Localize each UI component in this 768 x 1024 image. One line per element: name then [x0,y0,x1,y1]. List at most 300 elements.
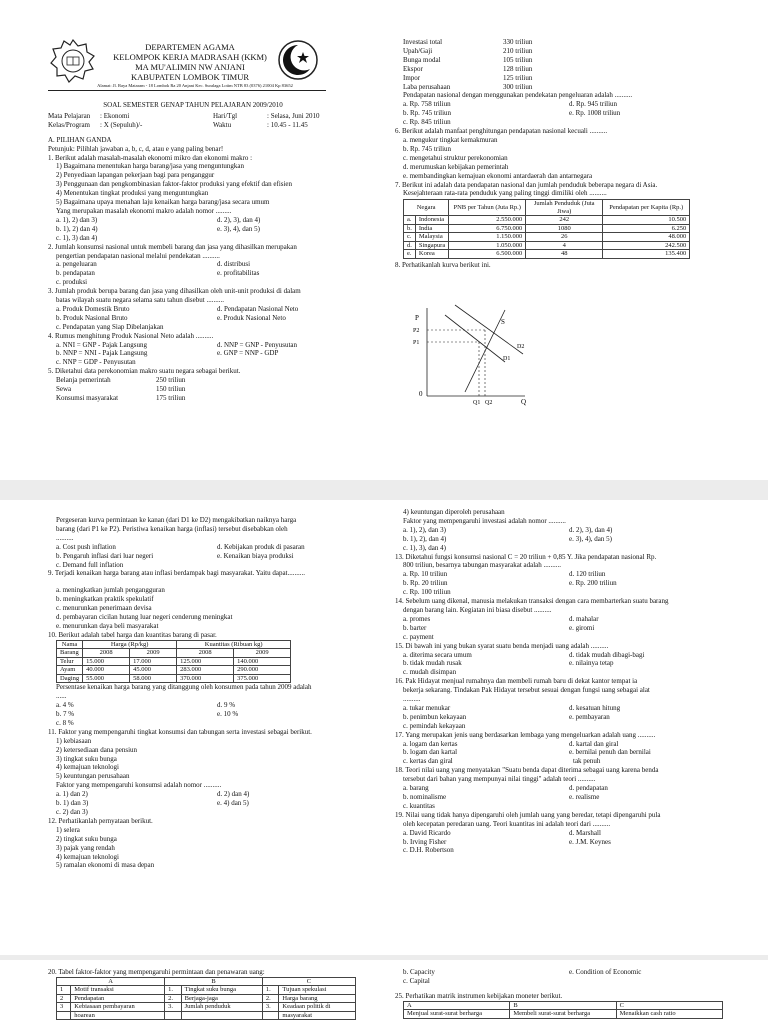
exam-page-2 [0,500,768,975]
q7-table [403,199,690,259]
q14-option-d[interactable]: d. mahalar [569,614,599,623]
q10-cell: 375.000 [234,674,291,683]
letterhead-line3: MA MU'ALIMIN NW ANJANI [135,62,245,72]
q5-key: Investasi total [403,38,443,46]
q17-option-e[interactable]: e. bernilai penuh dan bernilai [569,748,651,757]
q10-cell: 55.000 [83,674,130,683]
q11-item: 2) ketersediaan dana pensiun [56,745,138,754]
q1-stem: 1. Berikut adalah masalah-masalah ekonomi mikro dan ekonomi makro : [48,153,253,162]
q4-option-a[interactable]: a. NNI = GNP - Pajak Langsung [56,340,147,349]
q11-tail: Faktor yang mempengaruhi konsumsi adalah nomor .......... [56,781,222,790]
q16-option-e[interactable]: e. pembayaran [569,712,610,721]
q7-cell: 2.550.000 [449,216,526,225]
table-row [57,666,291,675]
q20-cell: Tujuan spekulasi [279,986,356,995]
q13-stem: 13. Diketahui fungsi konsumsi nasional C = 20 triliun + 0,85 Y. Jika pendapatan nasional Rp. [395,552,657,561]
q11-option-d[interactable]: d. 2) dan 4) [217,790,250,799]
q2-option-c[interactable]: c. produksi [56,278,88,287]
q1-option-c[interactable]: c. 1), 3) dan 4) [56,233,98,242]
q11-option-c[interactable]: c. 2) dan 3) [56,807,88,816]
q15-option-d[interactable]: d. tidak mudah dibagi-bagi [569,650,645,659]
q15-stem: 15. Di bawah ini yang bukan syarat suatu benda menjadi uang adalah .......... [395,641,609,650]
q7-header: Jumlah Penduduk (Juta Jiwa) [526,200,603,216]
q5-value: 330 triliun [503,38,533,46]
q20-cell: Motif transaksi [71,986,165,995]
q25-table [403,1001,723,1019]
q5-key: Bunga modal [403,55,441,64]
q10-cell: Daging [57,674,83,683]
q14-stem: 14. Sebelum uang dikenal, manusia melakukan transaksi dengan cara membarterkan suatu barang [395,597,669,606]
q12-item: 3) pajak yang rendah [56,843,115,852]
q20-cell: 2. [262,994,279,1003]
label-q2: Q2 [485,400,493,406]
q20-cell: 3. [165,1003,182,1012]
p1-right-column [395,38,735,270]
day-value: : Selasa, Juni 2010 [267,111,320,120]
q18-option-d[interactable]: d. pendapatan [569,784,608,793]
q15-option-a[interactable]: a. diterima secara umum [403,650,472,659]
q4-option-b[interactable]: b. NNP = NNI - Pajak Langsung [56,349,148,358]
q20-cell: 1 [57,986,71,995]
q9-stem: 9. Terjadi kenaikan harga barang atau inflasi berdampak bagi masyarakat. Yaitu dapat.......... [48,569,306,578]
table-row [57,1011,356,1020]
q19-option-c[interactable]: c. D.H. Robertson [403,846,454,855]
q12-item: 2) tingkat suku bunga [56,834,117,843]
q7-cell: 6.500.000 [449,250,526,259]
q10-cell: 40.000 [83,666,130,675]
q7-header: PNB per Tahun (Juta Rp.) [449,200,526,216]
q15-option-c[interactable]: c. mudah disimpan [403,668,457,677]
q11-item: 1) kebiasaan [56,736,92,745]
q5-value: 250 triliun [156,376,186,385]
q7-cell: e. [404,250,416,259]
q8-option-b[interactable]: b. Pengaruh inflasi dari luar negeri [56,551,154,560]
q17-option-b[interactable]: b. logam dan kartal [403,748,458,757]
q1-item: 3) Penggunaan dan pengkombinasian faktor-faktor produksi yang efektif dan efisien [56,180,293,189]
q5-value: 300 triliun [503,82,533,91]
q10-table [56,640,291,684]
q12-item: 4) kemajuan teknologi [56,852,119,861]
q24-option-b[interactable]: b. Capacity [403,968,435,976]
q20-cell: 1. [262,986,279,995]
label-q1: Q1 [473,400,481,406]
q12-item: 4) keuntungan diperoleh perusahaan [403,508,505,516]
subject-label: Mata Pelajaran [48,111,91,120]
q8-intro: .......... [56,533,74,542]
q2-option-d[interactable]: d. distribusi [217,260,251,269]
q10-option-b[interactable]: b. 7 % [56,710,75,718]
q11-item: 5) keuntungan perusahaan [56,772,130,781]
q20-cell: Harga barang [279,994,356,1003]
q1-item: 4) Menentukan tingkat produksi yang menguntungkan [56,189,209,198]
q10-header: Kuantitas (Ribuan kg) [177,640,291,649]
q3-stem: 3. Jumlah produk berupa barang dan jasa yang dihasilkan oleh unit-unit produksi di dalam [48,287,301,296]
q10-cell: 125.000 [177,657,234,666]
q10-option-c[interactable]: c. 8 % [56,718,74,727]
q11-item: 4) kemajuan teknologi [56,763,119,772]
p3-right-column [395,968,735,1019]
q7-cell: 242 [526,216,603,225]
q5-key: Laba perusahaan [403,82,451,91]
q12-option-a[interactable]: a. 1), 2), dan 3) [403,525,446,534]
q19-option-e[interactable]: e. J.M. Keynes [569,837,611,846]
q13-stem-cont: 800 triliun, besarnya tabungan masyarakat adalah .......... [403,561,562,570]
q5-key: Upah/Gaji [403,46,433,55]
q5-key: Belanja pemerintah [56,376,111,385]
q10-option-e[interactable]: e. 10 % [217,710,239,718]
q20-cell: Jumlah penduduk [181,1003,262,1012]
q5-value: 125 triliun [503,73,533,82]
page-gap [0,480,768,500]
q20-cell: hoarean [71,1011,165,1020]
demand-curve-d1 [445,315,505,362]
q3-option-c[interactable]: c. Pendapatan yang Siap Dibelanjakan [56,322,164,331]
q7-cell: 1080 [526,224,603,233]
p1-left-column [48,101,378,403]
q25-stem: 25. Perhatikan matrik instrumen kebijakan moneter berikut. [395,991,563,1000]
q25-col-header: C [616,1001,722,1010]
q17-option-d[interactable]: d. kartal dan giral [569,739,619,748]
q4-option-c[interactable]: c. NNP = GDP - Penyusutan [56,358,136,367]
q9-option[interactable]: d. pembayaran cicilan hutang luar negeri cenderung meningkat [56,613,233,622]
q7-cell: 26 [526,233,603,242]
q11-option-b[interactable]: b. 1) dan 3) [56,799,89,808]
q9-option[interactable]: a. meningkatkan jumlah pengangguran [56,586,165,595]
q12-stem: 12. Perhatikanlah pernyataan berikut. [48,816,153,825]
q7-cell: 1.150.000 [449,233,526,242]
q7-cell: Indonesia [415,216,448,225]
q2-option-a[interactable]: a. pengeluaran [56,260,97,269]
letterhead [110,42,270,82]
q20-col-header: C [262,977,355,986]
q12-option-b[interactable]: b. 1), 2), dan 4) [403,534,447,543]
q10-cell: 45.000 [130,666,177,675]
q20-cell: Tingkat suku bunga [181,986,262,995]
q7-cell: 10.500 [603,216,690,225]
q19-stem-cont: oleh kecepatan peredaran uang. Teori kuantitas ini adalah teori dari .......... [403,819,611,828]
q10-cell: 58.000 [130,674,177,683]
q13-option-e[interactable]: e. Rp. 200 triliun [569,579,617,588]
q7-stem-cont: Kesejahteraan rata-rata penduduk yang paling tinggi dimiliki oleh .......... [403,189,607,198]
q11-item: 3) tingkat suku bunga [56,754,117,763]
q7-cell: 4 [526,241,603,250]
p2-right-column [395,508,735,855]
q7-cell: b. [404,224,416,233]
q25-col-header: B [510,1001,616,1010]
q7-cell: India [415,224,448,233]
q15-option-b[interactable]: b. tidak mudah rusak [403,659,462,668]
label-d1: D1 [503,356,511,362]
q2-option-e[interactable]: e. profitabilitas [217,269,260,278]
q7-cell: 242.500 [603,241,690,250]
q18-stem-cont: tersebut dari bahan yang mempunyai nilai tinggi" adalah teori .......... [403,775,596,784]
q9-option[interactable]: e. menurunkan daya beli masyarakat [56,621,159,630]
q25-cell: Membeli surat-surat berharga [510,1010,616,1019]
q10-cell: 17.000 [130,657,177,666]
q7-header: Negara [404,200,449,216]
q10-subheader: 2009 [130,649,177,658]
q3-option-a[interactable]: a. Produk Domestik Bruto [56,304,130,313]
q12-item: 5) ramalan ekonomi di masa depan [56,861,155,870]
q10-stem: 10. Berikut adalah tabel harga dan kuantitas barang di pasar. [48,630,217,639]
q6-stem: 6. Berikut adalah manfaat penghitungan pendapatan nasional kecuali .......... [395,127,608,136]
time-label: Waktu [213,120,232,129]
q18-option-a[interactable]: a. barang [403,784,429,793]
q20-cell: 1. [165,986,182,995]
q5-key: Sewa [56,385,72,394]
q14-option-e[interactable]: e. giromi [569,623,595,632]
table-row [57,986,356,995]
q8-option-a[interactable]: a. Cost push inflation [56,542,116,551]
q25-col-header: A [404,1001,510,1010]
q1-item: 5) Bagaimana upaya menahan laju kenaikan harga barang/jasa secara umum [56,198,270,207]
q17-option-a[interactable]: a. logam dan kertas [403,739,458,748]
q18-option-b[interactable]: b. nominalisme [403,793,447,801]
q8-option-c[interactable]: c. Demand full inflation [56,560,124,569]
q12-tail: Faktor yang mempengaruhi investasi adalah nomor .......... [403,516,566,525]
q8-option-d[interactable]: d. Kebijakan produk di pasaran [217,542,305,551]
q14-option-c[interactable]: c. payment [403,632,434,641]
q8-option-e[interactable]: e. Kenaikan biaya produksi [217,551,294,560]
table-row [57,1003,356,1012]
q7-cell: 48 [526,250,603,259]
instructions: Petunjuk: Pilihlah jawaban a, b, c, d, atau e yang paling benar! [48,144,224,153]
q6-option-a[interactable]: a. mengukur tingkat kemakmuran [403,135,498,144]
q1-item: 1) Bagaimana menentukan harga barang/jasa yang menguntungkan [56,162,245,171]
q20-table [56,977,356,1021]
q7-cell: 6.750.000 [449,224,526,233]
label-q: Q [521,398,527,406]
q4-option-e[interactable]: e. GNP = NNP - GDP [217,349,279,358]
q20-cell: Keadaan politik di [279,1003,356,1012]
q7-cell: 135.400 [603,250,690,259]
q7-cell: Korea [415,250,448,259]
q1-option-a[interactable]: a. 1), 2) dan 3) [56,215,98,224]
q19-stem: 19. Nilai uang tidak hanya dipengaruhi oleh jumlah uang yang beredar, tetapi dipengaruhi pula [395,810,661,819]
q8-intro: barang (dari P1 ke P2). Peristiwa kenaikan harga (inflasi) tersebut disebabkan oleh [56,524,288,533]
table-row [404,1010,723,1019]
q5-stem: 5. Diketahui data perekonomian makro suatu negara sebagai berikut. [48,367,241,376]
q5-option-a[interactable]: a. Rp. 758 triliun [403,100,451,109]
q20-cell: Pendapatan [71,994,165,1003]
q10-cell: 140.000 [234,657,291,666]
label-s: S [501,318,505,326]
section-heading: A. PILIHAN GANDA [48,135,112,144]
q8-intro: Pergeseran kurva permintaan ke kanan (dari D1 ke D2) mengakibatkan naiknya harga [56,516,297,524]
q10-cell: 290.000 [234,666,291,675]
label-p2: P2 [413,328,420,334]
letterhead-address: Alamat: Jl. Raya Mataram - 18 Lombok Ra 20 Anjani Kec. Suralaga Lotim NTB 83 (0376) 21004 Kp 83652 [97,83,293,88]
q10-option-d[interactable]: d. 9 % [217,701,236,710]
q10-option-a[interactable]: a. 4 % [56,701,74,710]
q3-option-e[interactable]: e. Produk Nasional Neto [217,313,286,322]
q9-option[interactable]: b. meningkatkan praktik spekulatif [56,595,154,604]
q6-option-e[interactable]: e. membandingkan kemajuan ekonomi antardaerah dan antarnegara [403,171,593,180]
q12-option-e[interactable]: e. 3), 4), dan 5) [569,534,612,543]
label-p1: P1 [413,340,420,346]
label-p: P [415,314,419,322]
q6-option-d[interactable]: d. merumuskan kebijakan pemerintah [403,162,509,171]
q5-tail: Pendapatan nasional dengan menggunakan pendekatan pengeluaran adalah .......... [403,91,633,100]
q7-cell: c. [404,233,416,242]
q7-cell: Malaysia [415,233,448,242]
q11-option-a[interactable]: a. 1) dan 2) [56,790,88,799]
q6-option-c[interactable]: c. mengetahui struktur perekonomian [403,153,508,162]
q19-option-a[interactable]: a. David Ricardo [403,828,451,837]
q20-cell: masyarakat [279,1011,356,1020]
table-row [57,657,291,666]
q9-option[interactable]: c. menurunkan penerimaan devisa [56,604,152,613]
q5-option-c[interactable]: c. Rp. 845 triliun [403,118,451,127]
label-d2: D2 [517,344,525,350]
q10-header: Harga (Rp/kg) [83,640,177,649]
q7-stem: 7. Berikut ini adalah data pendapatan nasional dan jumlah penduduk beberapa negara di Asia. [395,180,658,189]
q7-cell: 1.050.000 [449,241,526,250]
class-label: Kelas/Program [48,120,90,129]
p3-left-column [48,968,378,1020]
q25-cell: Menjual surat-surat berharga [404,1010,510,1019]
letterhead-line1: DEPARTEMEN AGAMA [145,42,235,52]
subject-value: : Ekonomi [100,111,130,120]
q20-cell: 2. [165,994,182,1003]
q20-cell: 3 [57,1003,71,1012]
q11-stem: 11. Faktor yang mempengaruhi tingkat konsumsi dan tabungan serta investasi sebagai berikut. [48,727,312,736]
q10-cell: 283.000 [177,666,234,675]
q11-option-e[interactable]: e. 4) dan 5) [217,799,249,808]
q10-header: Nama [57,640,83,649]
q14-option-a[interactable]: a. promes [403,614,431,623]
q3-stem-cont: batas wilayah suatu negara selama satu tahun disebut .......... [56,296,224,305]
q5-key: Konsumsi masyarakat [56,394,119,402]
q20-cell: 2 [57,994,71,1003]
table-row [404,224,690,233]
q24-option-e[interactable]: e. Condition of Economic [569,968,642,976]
q24-option-c[interactable]: c. Capital [403,976,430,985]
q13-option-c[interactable]: c. Rp. 100 triliun [403,588,451,597]
q12-option-c[interactable]: c. 1), 3), dan 4) [403,543,446,552]
q18-stem: 18. Teori nilai uang yang menyatakan "Suatu benda dapat diterima sebagai uang karena benda [395,766,659,775]
q10-cell: Ayam [57,666,83,675]
nw-crescent-star-icon [276,38,320,82]
q7-cell: 48.000 [603,233,690,242]
q5-value: 128 triliun [503,64,533,73]
q8-supply-demand-diagram [405,300,545,410]
q5-option-b[interactable]: b. Rp. 745 triliun [403,109,452,118]
q6-option-b[interactable]: b. Rp. 745 triliun [403,144,452,153]
exam-title: SOAL SEMESTER GENAP TAHUN PELAJARAN 2009/2010 [103,101,283,109]
q10-subheader: Barang [57,649,83,658]
q10-cell: 370.000 [177,674,234,683]
letterhead-line4: KABUPATEN LOMBOK TIMUR [130,72,250,82]
q13-option-d[interactable]: d. 120 triliun [569,570,606,579]
q14-option-b[interactable]: b. barter [403,623,427,632]
q7-cell: 6.250 [603,224,690,233]
q10-cell: Telur [57,657,83,666]
q16-option-a[interactable]: a. tukar menukar [403,703,451,712]
q5-value: 210 triliun [503,46,533,55]
q20-stem: 20. Tabel faktor-faktor yang mempengaruhi permintaan dan penawaran uang: [48,968,265,976]
q4-option-d[interactable]: d. NNP = GNP - Penyusutan [217,340,298,349]
table-row [57,994,356,1003]
q14-stem-cont: dengan barang lain. Kegiatan ini biasa disebut .......... [403,605,552,614]
q2-option-b[interactable]: b. pendapatan [56,269,95,278]
table-row [404,233,690,242]
q5-value: 105 triliun [503,55,533,64]
q18-option-e[interactable]: e. realisme [569,793,600,801]
q1-option-d[interactable]: d. 2), 3), dan 4) [217,215,261,224]
q16-stem: 16. Pak Hidayat menjual rumahnya dan membeli rumah baru di dekat kantor tempat ia [395,677,638,686]
q10-tail: Persentase kenaikan harga barang yang ditanggung oleh konsumen pada tahun 2009 adalah [56,683,312,692]
q18-option-c[interactable]: c. kuantitas [403,801,435,810]
q5-value: 175 triliun [156,394,186,402]
q10-cell: 15.000 [83,657,130,666]
q12-option-d[interactable]: d. 2), 3), dan 4) [569,525,613,534]
q1-item: 2) Penyediaan lapangan pekerjaan bagi para penganggur [56,171,215,180]
q13-option-b[interactable]: b. Rp. 20 triliun [403,579,448,588]
q7-cell: a. [404,216,416,225]
q20-col-header: A [57,977,165,986]
q10-subheader: 2008 [177,649,234,658]
q10-tail: ...... [56,692,67,701]
q5-value: 150 triliun [156,385,186,394]
q16-option-c[interactable]: c. pemindah kekayaan [403,721,466,730]
letterhead-divider [48,90,326,91]
q15-option-e[interactable]: e. nilainya tetap [569,659,614,668]
exam-page-3 [0,960,768,1024]
q8-stem: 8. Perhatikanlah kurva berikut ini. [395,260,491,269]
q20-cell: Kebiasaan pembayaran [71,1003,165,1012]
exam-page-1 [0,0,768,480]
letterhead-line2: KELOMPOK KERJA MADRASAH (KKM) [113,52,267,62]
q3-option-d[interactable]: d. Pendapatan Nasional Neto [217,304,299,313]
label-origin: 0 [419,390,423,398]
q17-option-c[interactable]: c. kertas dan giral [403,757,453,766]
q7-header: Pendapatan per Kapita (Rp.) [603,200,690,216]
class-value: : X (Sepuluh)/- [100,120,143,129]
q17-option-e-cont: tak penuh [573,757,601,766]
q7-cell: Singapura [415,241,448,250]
q5-option-e[interactable]: e. Rp. 1008 triliun [569,109,621,118]
q19-option-d[interactable]: d. Marshall [569,828,601,837]
demand-curve-d2 [455,305,523,354]
day-label: Hari/Tgl [213,111,238,120]
table-row [404,250,690,259]
table-row [404,216,690,225]
q16-option-d[interactable]: d. kesatuan hitung [569,703,621,712]
q19-option-b[interactable]: b. Irving Fisher [403,837,447,846]
q20-col-header: B [165,977,263,986]
q10-subheader: 2009 [234,649,291,658]
q3-option-b[interactable]: b. Produk Nasional Bruto [56,313,128,322]
madrasah-emblem-icon [50,38,96,84]
p2-left-column [48,516,378,870]
q5-option-d[interactable]: d. Rp. 945 triliun [569,100,618,109]
table-row [57,674,291,683]
q1-option-e[interactable]: e. 3), 4), dan 5) [217,224,260,233]
q16-stem-cont: bekerja sekarang. Tindakan Pak Hidayat tersebut sesuai dengan fungsi uang sebagai alat [403,686,650,695]
q25-cell: Menaikkan cash ratio [616,1010,722,1019]
q13-option-a[interactable]: a. Rp. 10 triliun [403,570,448,579]
q17-stem: 17. Yang merupakan jenis uang berdasarkan lembaga yang mengeluarkan adalah uang .......... [395,730,656,739]
q1-option-b[interactable]: b. 1), 2) dan 4) [56,224,98,233]
q10-subheader: 2008 [83,649,130,658]
q16-option-b[interactable]: b. penimbun kekayaan [403,712,467,721]
q2-stem: 2. Jumlah konsumsi nasional untuk membeli barang dan jasa yang dihasilkan merupakan [48,242,297,251]
time-value: : 10.45 - 11.45 [267,120,308,129]
q7-cell: d. [404,241,416,250]
q16-stem-cont: .......... [403,695,421,704]
q1-tail: Yang merupakan masalah ekonomi makro adalah nomor ......... [56,206,232,215]
